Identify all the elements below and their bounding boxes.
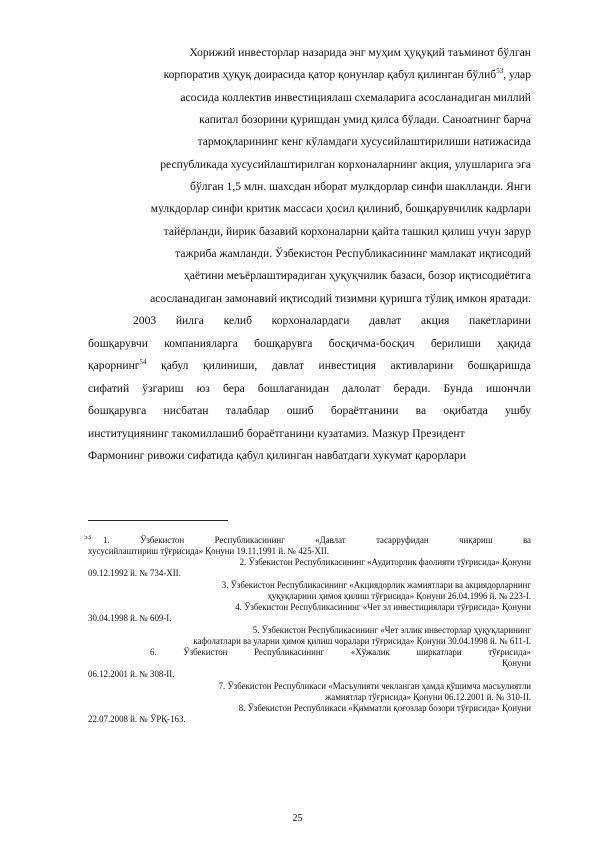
body-line: тажриба жамланди. Ўзбекистон Республикасининг мамлакат иқтисодий bbox=[175, 247, 531, 260]
body-line bbox=[88, 358, 531, 373]
footnote-line: 6. Ўзбекистон Республикасининг «Хўжалик ширкатлари тўғрисида» bbox=[150, 647, 531, 657]
body-line: 2003 йилга келиб корхоналардаги давлат акция пакетларини bbox=[133, 314, 531, 327]
body-line-text: корпоратив ҳуқуқ доирасида қатор қонунлар қабул қилинган бўлиб bbox=[163, 68, 497, 81]
footnote-text: 1. Ўзбекистон Республикасининг «Давлат тасарруфидан чиқариш ва bbox=[103, 535, 531, 545]
footnote-line: ҳуқуқларини ҳимоя қилиш тўғрисида» Қонуни 26.04.1996 й. № 223-I. bbox=[267, 591, 531, 601]
footnote-line: кафолатлари ва уларни ҳимоя қилиш чоралари тўғрисида» Қонуни 30.04.1998 й. № 611-I. bbox=[193, 636, 531, 646]
footnote-line bbox=[84, 535, 531, 546]
body-line-text: қабул қилиниши, давлат инвестиция активларини бошқаришда bbox=[146, 359, 531, 372]
footnote-line: жамиятлар тўғрисида» Қонуни 06.12.2001 й. № 310-II. bbox=[325, 692, 531, 702]
footnote-line: 2. Ўзбекистон Республикасининг «Аудиторлик фаолияти тўғрисида» Қонуни bbox=[239, 557, 531, 567]
footnote-line: 8. Ўзбекистон Республикаси «Қимматли қоғозлар бозори тўғрисида» Қонуни bbox=[238, 703, 531, 713]
footnote-line: хусусийлаштириш тўғрисида» Қонуни 19.11.1991 й. № 425-XII. bbox=[88, 546, 330, 556]
body-line-text: қарорнинг bbox=[88, 359, 140, 372]
footnote-separator bbox=[88, 520, 228, 521]
footnote-line: Қонуни bbox=[501, 658, 531, 668]
body-line: ҳаётини меъёрлаштирадиган ҳуқуқчилик базаси, бозор иқтисодиётига bbox=[183, 269, 531, 282]
footnote-line: 3. Ўзбекистон Республикасининг «Акциядорлик жамиятлари ва акциядорларнинг bbox=[221, 580, 531, 590]
body-line: бўлган 1,5 млн. шахсдан иборат мулкдорлар синфи шаклланди. Янги bbox=[190, 180, 531, 193]
body-line: асосланадиган замонавий иқтисодий тизимни қуришга тўлиқ имкон яратади. bbox=[150, 292, 531, 305]
body-line: республикада хусусийлаштирилган корхоналарнинг акция, улушларига эга bbox=[160, 158, 531, 171]
footnote-line: 09.12.1992 й. № 734-XII. bbox=[88, 568, 181, 578]
body-line: институциянинг такомиллашиб бораётганини кузатамиз. Мазкур Президент bbox=[88, 427, 465, 440]
body-line: Фармонинг ривожи сифатида қабул қилинган навбатдаги хукумат қарорлари bbox=[88, 449, 467, 462]
body-line: сифатий ўзгариш юз бера бошлаганидан далолат беради. Бунда ишончли bbox=[88, 382, 531, 395]
body-line: мулкдорлар синфи критик массаси ҳосил қилиниб, бошқарувчилик кадрлари bbox=[150, 202, 531, 215]
footnote-ref: 53 bbox=[496, 67, 504, 76]
footnote-line: 30.04.1998 й. № 609-I. bbox=[88, 613, 172, 623]
footnote-line: 06.12.2001 й. № 308-II. bbox=[88, 669, 175, 679]
footnote-line: 4. Ўзбекистон Республикасининг «Чет эл инвестициялари тўғрисида» Қонуни bbox=[235, 602, 531, 612]
body-line-text: , улар bbox=[503, 68, 531, 81]
body-line: бошқарувга нисбатан талаблар ошиб бораётганини ва оқибатда ушбу bbox=[88, 404, 531, 417]
footnote-line: 7. Ўзбекистон Республикаси «Масъулияти чекланган ҳамда қўшимча масъулиятли bbox=[218, 681, 531, 691]
body-line: бошқарувчи компанияларга бошқарувга босқичма-босқич берилиши ҳақида bbox=[88, 337, 531, 350]
body-line: капитал бозорини қуришдан умид қилса бўлади. Саноатнинг барча bbox=[199, 113, 531, 126]
body-line: Хорижий инвесторлар назарида энг муҳим ҳуқуқий таъминот бўлган bbox=[189, 46, 531, 59]
footnote-ref: 54 bbox=[139, 358, 147, 367]
body-line bbox=[88, 67, 531, 82]
page-number: 25 bbox=[292, 813, 303, 824]
body-line: тармоқларининг кенг кўламдаги хусусийлаштирилиши натижасида bbox=[197, 135, 531, 148]
body-line: тайёрланди, йирик базавий корхоналарни қайта ташкил қилиш учун зарур bbox=[163, 225, 531, 238]
body-line: асосида коллектив инвестициялаш схемаларига асосланадиган миллий bbox=[180, 91, 531, 104]
footnote-marker: 53 bbox=[84, 535, 91, 542]
footnote-line: 22.07.2008 й. № ЎРҚ-163. bbox=[88, 714, 186, 724]
footnote-line: 5. Ўзбекистон Республикасининг «Чет эллик инвесторлар ҳуқуқларининг bbox=[252, 625, 531, 635]
